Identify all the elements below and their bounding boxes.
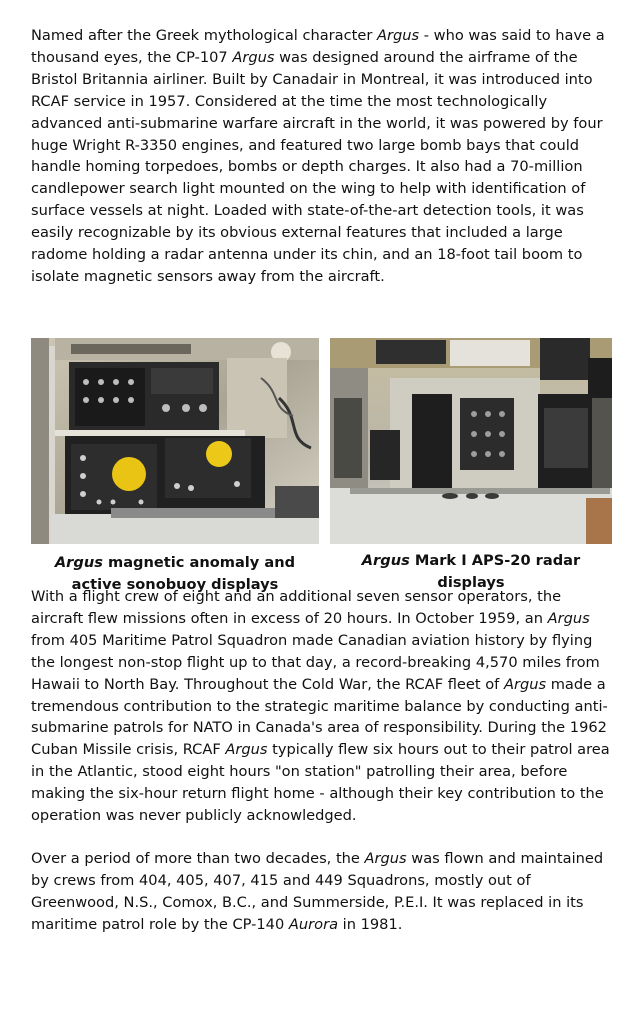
- argus-italic: Argus: [225, 741, 268, 759]
- sonobuoy-display-photo: [31, 338, 319, 544]
- caption-text: Mark I APS-20 radar displays: [409, 552, 581, 591]
- intro-text: Named after the Greek mythological character: [31, 27, 377, 44]
- argus-italic: Argus: [361, 552, 410, 569]
- radar-display-photo: [330, 338, 612, 544]
- caption-text: magnetic anomaly and active sonobuoy displays: [71, 554, 296, 593]
- body-text: from 405 Maritime Patrol Squadron made Canadian aviation history by flying the longest non-stop flight up to that day, a record-breaking 4,570 miles from Hawaii to North Bay. Throughout the Cold War, the RCAF fleet of: [31, 631, 600, 693]
- argus-italic: Argus: [54, 554, 103, 571]
- body-text: made a tremendous contribution to the strategic maritime balance by conducting anti-submarine patrols for NATO in Canada's area of responsibility. During the 1962 Cuban Missile crisis, RCAF: [31, 675, 608, 759]
- argus-italic: Argus: [547, 609, 590, 627]
- argus-italic: Argus: [232, 48, 275, 66]
- body-text: typically flew six hours out to their patrol area in the Atlantic, stood eight hours "on station" patrolling their area, before making the six-hour return flight home - although their key contribution to the operation was never publicly acknowledged.: [31, 741, 610, 825]
- argus-italic: Argus: [364, 850, 407, 867]
- history-paragraph: [31, 586, 617, 827]
- aurora-italic: Aurora: [288, 915, 339, 933]
- intro-text: was designed around the airframe of the Bristol Britannia airliner. Built by Canadair in Montreal, it was introduced into RCAF service in 1957. Considered at the time the most technologically advanced anti-submarine warfare aircraft in the world, it was powered by four huge Wright R-3350 engines, and featured two large bomb bays that could handle homing torpedoes, bombs or depth charges. It also had a 70-million candlepower search light mounted on the wing to help with identification of surface vessels at night. Loaded with state-of-the-art detection tools, it was easily recognizable by its obvious external features that included a large radome holding a radar antenna under its chin, and an 18-foot tail boom to isolate magnetic sensors away from the aircraft.: [31, 48, 603, 285]
- intro-paragraph: [31, 25, 617, 288]
- intro-text: - who was said to have a thousand eyes, the CP-107: [31, 27, 605, 66]
- argus-italic: Argus: [376, 27, 420, 44]
- closing-text: in 1981.: [338, 915, 403, 933]
- closing-paragraph: [31, 848, 617, 936]
- closing-text: was flown and maintained by crews from 404, 405, 407, 415 and 449 Squadrons, mostly out of Greenwood, N.S., Comox, B.C., and Summerside, P.E.I. It was replaced in its maritime patrol role by the CP-140: [31, 850, 604, 933]
- closing-text: Over a period of more than two decades, the: [31, 850, 365, 867]
- body-text: With a flight crew of eight and an additional seven sensor operators, the aircraft flew missions often in excess of 20 hours. In October 1959, an: [31, 588, 562, 627]
- argus-italic: Argus: [503, 675, 547, 693]
